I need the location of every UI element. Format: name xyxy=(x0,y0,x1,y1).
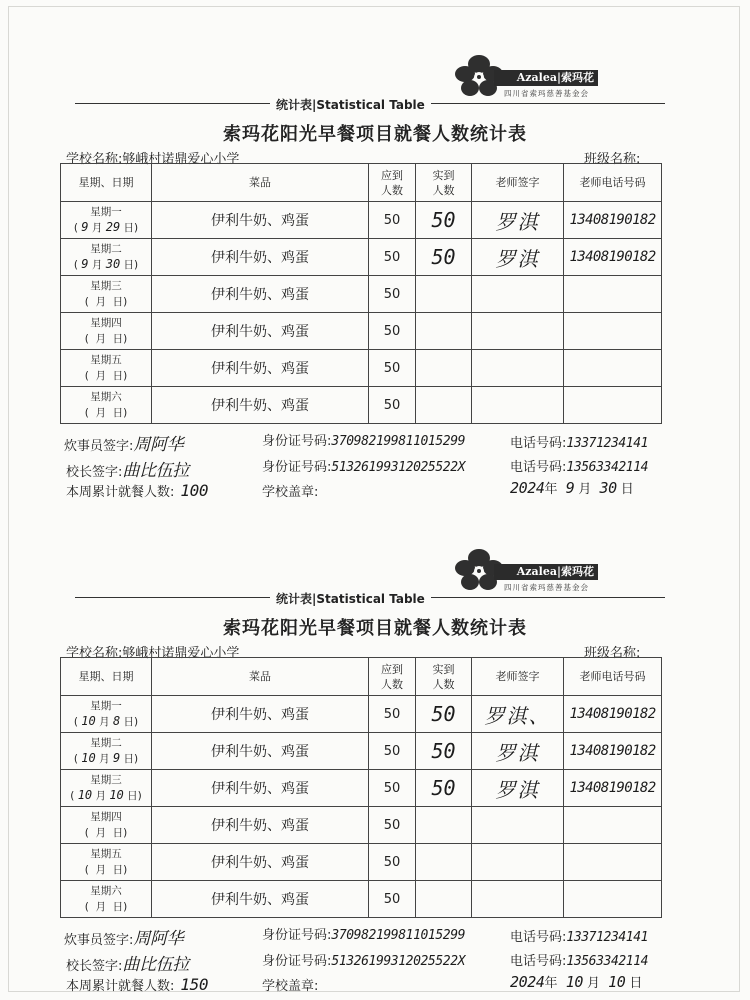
table-row xyxy=(61,733,662,770)
teacher-phone xyxy=(564,881,662,918)
teacher-phone xyxy=(564,276,662,313)
table-row xyxy=(61,350,662,387)
date-cell: 星期四 ( 月 日) xyxy=(61,313,152,350)
teacher-phone xyxy=(564,807,662,844)
menu-cell: 伊利牛奶、鸡蛋 xyxy=(152,239,369,276)
expected-count: 50 xyxy=(369,881,416,918)
cook-signature: 周阿华 xyxy=(133,929,184,949)
menu-cell: 伊利牛奶、鸡蛋 xyxy=(152,696,369,733)
table-row xyxy=(61,387,662,424)
sign-date: 2024年 9 月 30 日 xyxy=(510,479,634,497)
teacher-phone xyxy=(564,313,662,350)
principal-sign-line: 校长签字:曲比伍拉 xyxy=(66,955,189,975)
menu-cell: 伊利牛奶、鸡蛋 xyxy=(152,387,369,424)
weekly-total-value: 150 xyxy=(180,975,209,994)
expected-count: 50 xyxy=(369,387,416,424)
expected-count: 50 xyxy=(369,844,416,881)
teacher-signature xyxy=(472,350,564,387)
document-title: 索玛花阳光早餐项目就餐人数统计表 xyxy=(223,618,527,639)
row-day: 30 xyxy=(105,256,121,271)
teacher-signature: 罗淇 xyxy=(472,733,564,770)
actual-count: 50 xyxy=(416,770,472,807)
teacher-signature xyxy=(472,387,564,424)
cook-signature: 周阿华 xyxy=(133,435,184,455)
expected-count: 50 xyxy=(369,276,416,313)
teacher-signature: 罗淇 xyxy=(472,202,564,239)
row-month: 9 xyxy=(81,256,89,271)
menu-cell: 伊利牛奶、鸡蛋 xyxy=(152,313,369,350)
header-expected: 应到 人数 xyxy=(369,164,416,202)
statistical-table-label: 统计表|Statistical Table xyxy=(270,590,431,607)
statistical-table-label: 统计表|Statistical Table xyxy=(270,96,431,113)
actual-count: 50 xyxy=(416,696,472,733)
teacher-phone: 13408190182 xyxy=(564,733,662,770)
menu-cell: 伊利牛奶、鸡蛋 xyxy=(152,733,369,770)
table-row xyxy=(61,239,662,276)
header-menu: 菜品 xyxy=(152,658,369,696)
date-cell: 星期一 ( 10 月 8 日) xyxy=(61,696,152,733)
principal-phone-value: 13563342114 xyxy=(566,954,649,969)
table-row xyxy=(61,770,662,807)
row-day: 9 xyxy=(112,750,121,765)
actual-count: 50 xyxy=(416,202,472,239)
date-cell: 星期一 ( 9 月 29 日) xyxy=(61,202,152,239)
actual-count xyxy=(416,844,472,881)
teacher-phone xyxy=(564,844,662,881)
teacher-signature: 罗淇 xyxy=(472,239,564,276)
table-row xyxy=(61,313,662,350)
principal-sign-line: 校长签字:曲比伍拉 xyxy=(66,461,189,481)
expected-count: 50 xyxy=(369,202,416,239)
expected-count: 50 xyxy=(369,350,416,387)
statistics-sheet-week-2 xyxy=(0,494,750,994)
table-row xyxy=(61,276,662,313)
cook-sign-line: 炊事员签字:周阿华 xyxy=(64,929,184,949)
menu-cell: 伊利牛奶、鸡蛋 xyxy=(152,807,369,844)
table-row xyxy=(61,881,662,918)
teacher-signature xyxy=(472,313,564,350)
actual-count: 50 xyxy=(416,733,472,770)
header-actual: 实到 人数 xyxy=(416,658,472,696)
date-year: 2024 xyxy=(510,973,545,991)
teacher-signature xyxy=(472,844,564,881)
row-month: 10 xyxy=(81,713,96,728)
actual-count xyxy=(416,313,472,350)
school-seal-line: 学校盖章: xyxy=(262,485,319,500)
cook-id-line: 身份证号码:370982199811015299 xyxy=(262,434,466,449)
row-month: 10 xyxy=(77,787,93,802)
azalea-logo xyxy=(450,544,600,596)
date-cell: 星期六 ( 月 日) xyxy=(61,881,152,918)
date-cell: 星期二 ( 10 月 9 日) xyxy=(61,733,152,770)
principal-signature: 曲比伍拉 xyxy=(122,461,189,481)
teacher-signature xyxy=(472,881,564,918)
teacher-phone: 13408190182 xyxy=(564,202,662,239)
class-name-line: 班级名称: xyxy=(584,646,641,661)
menu-cell: 伊利牛奶、鸡蛋 xyxy=(152,770,369,807)
azalea-logo xyxy=(450,50,600,102)
header-teacher-sign: 老师签字 xyxy=(472,164,564,202)
table-row xyxy=(61,807,662,844)
menu-cell: 伊利牛奶、鸡蛋 xyxy=(152,276,369,313)
weekly-total-line: 本周累计就餐人数: 100 xyxy=(66,481,209,500)
school-name-line: 学校名称:够峨村诺鼎爱心小学 xyxy=(66,152,240,167)
cook-phone-line: 电话号码:13371234141 xyxy=(510,930,649,945)
actual-count: 50 xyxy=(416,239,472,276)
date-cell: 星期四 ( 月 日) xyxy=(61,807,152,844)
row-day: 10 xyxy=(109,787,124,802)
expected-count: 50 xyxy=(369,770,416,807)
expected-count: 50 xyxy=(369,313,416,350)
header-actual: 实到 人数 xyxy=(416,164,472,202)
menu-cell: 伊利牛奶、鸡蛋 xyxy=(152,844,369,881)
actual-count xyxy=(416,350,472,387)
expected-count: 50 xyxy=(369,807,416,844)
expected-count: 50 xyxy=(369,239,416,276)
actual-count xyxy=(416,881,472,918)
header-date: 星期、日期 xyxy=(61,164,152,202)
row-month: 9 xyxy=(81,219,89,234)
date-cell: 星期五 ( 月 日) xyxy=(61,350,152,387)
cook-id-value: 370982199811015299 xyxy=(331,434,466,449)
date-cell: 星期六 ( 月 日) xyxy=(61,387,152,424)
table-row xyxy=(61,696,662,733)
document-title: 索玛花阳光早餐项目就餐人数统计表 xyxy=(223,124,527,145)
header-teacher-sign: 老师签字 xyxy=(472,658,564,696)
principal-id-line: 身份证号码:51326199312025522X xyxy=(262,954,466,969)
date-cell: 星期三 ( 10 月 10 日) xyxy=(61,770,152,807)
table-row xyxy=(61,202,662,239)
table-header-row xyxy=(61,164,662,202)
sign-date: 2024年 10 月 10 日 xyxy=(510,973,643,991)
school-name-line: 学校名称:够峨村诺鼎爱心小学 xyxy=(66,646,240,661)
weekly-total-line: 本周累计就餐人数: 150 xyxy=(66,975,209,994)
header-expected: 应到 人数 xyxy=(369,658,416,696)
principal-id-line: 身份证号码:51326199312025522X xyxy=(262,460,466,475)
cook-phone-line: 电话号码:13371234141 xyxy=(510,436,649,451)
actual-count xyxy=(416,807,472,844)
principal-signature: 曲比伍拉 xyxy=(122,955,189,975)
logo-foundation: 四川省索玛慈善基金会 xyxy=(504,89,589,98)
teacher-phone xyxy=(564,387,662,424)
row-day: 29 xyxy=(105,219,121,234)
date-month: 9 xyxy=(565,479,575,497)
teacher-signature: 罗淇、 xyxy=(472,696,564,733)
meal-count-table xyxy=(60,657,662,918)
class-name-line: 班级名称: xyxy=(584,152,641,167)
weekly-total-value: 100 xyxy=(180,481,209,500)
school-name-value: 够峨村诺鼎爱心小学 xyxy=(122,646,240,661)
row-month: 10 xyxy=(81,750,96,765)
logo-foundation: 四川省索玛慈善基金会 xyxy=(504,583,589,592)
principal-id-value: 51326199312025522X xyxy=(331,460,466,475)
menu-cell: 伊利牛奶、鸡蛋 xyxy=(152,350,369,387)
principal-id-value: 51326199312025522X xyxy=(331,954,466,969)
menu-cell: 伊利牛奶、鸡蛋 xyxy=(152,202,369,239)
teacher-phone: 13408190182 xyxy=(564,770,662,807)
header-menu: 菜品 xyxy=(152,164,369,202)
date-month: 10 xyxy=(565,973,583,991)
date-cell: 星期五 ( 月 日) xyxy=(61,844,152,881)
cook-sign-line: 炊事员签字:周阿华 xyxy=(64,435,184,455)
actual-count xyxy=(416,276,472,313)
logo-brand: Azalea|索玛花 xyxy=(494,564,598,580)
cook-phone-value: 13371234141 xyxy=(566,930,649,945)
expected-count: 50 xyxy=(369,733,416,770)
header-teacher-phone: 老师电话号码 xyxy=(564,658,662,696)
date-year: 2024 xyxy=(510,479,545,497)
expected-count: 50 xyxy=(369,696,416,733)
teacher-phone: 13408190182 xyxy=(564,239,662,276)
row-day: 8 xyxy=(112,713,121,728)
cook-phone-value: 13371234141 xyxy=(566,436,649,451)
date-cell: 星期三 ( 月 日) xyxy=(61,276,152,313)
menu-cell: 伊利牛奶、鸡蛋 xyxy=(152,881,369,918)
date-day: 10 xyxy=(608,973,626,991)
header-date: 星期、日期 xyxy=(61,658,152,696)
meal-count-table xyxy=(60,163,662,424)
header-teacher-phone: 老师电话号码 xyxy=(564,164,662,202)
table-header-row xyxy=(61,658,662,696)
school-seal-line: 学校盖章: xyxy=(262,979,319,994)
teacher-signature xyxy=(472,807,564,844)
cook-id-line: 身份证号码:370982199811015299 xyxy=(262,928,466,943)
actual-count xyxy=(416,387,472,424)
teacher-signature: 罗淇 xyxy=(472,770,564,807)
principal-phone-line: 电话号码:13563342114 xyxy=(510,460,649,475)
logo-brand: Azalea|索玛花 xyxy=(494,70,598,86)
cook-id-value: 370982199811015299 xyxy=(331,928,466,943)
teacher-phone: 13408190182 xyxy=(564,696,662,733)
table-row xyxy=(61,844,662,881)
teacher-phone xyxy=(564,350,662,387)
principal-phone-value: 13563342114 xyxy=(566,460,649,475)
date-cell: 星期二 ( 9 月 30 日) xyxy=(61,239,152,276)
principal-phone-line: 电话号码:13563342114 xyxy=(510,954,649,969)
school-name-value: 够峨村诺鼎爱心小学 xyxy=(122,152,240,167)
teacher-signature xyxy=(472,276,564,313)
date-day: 30 xyxy=(599,479,617,497)
